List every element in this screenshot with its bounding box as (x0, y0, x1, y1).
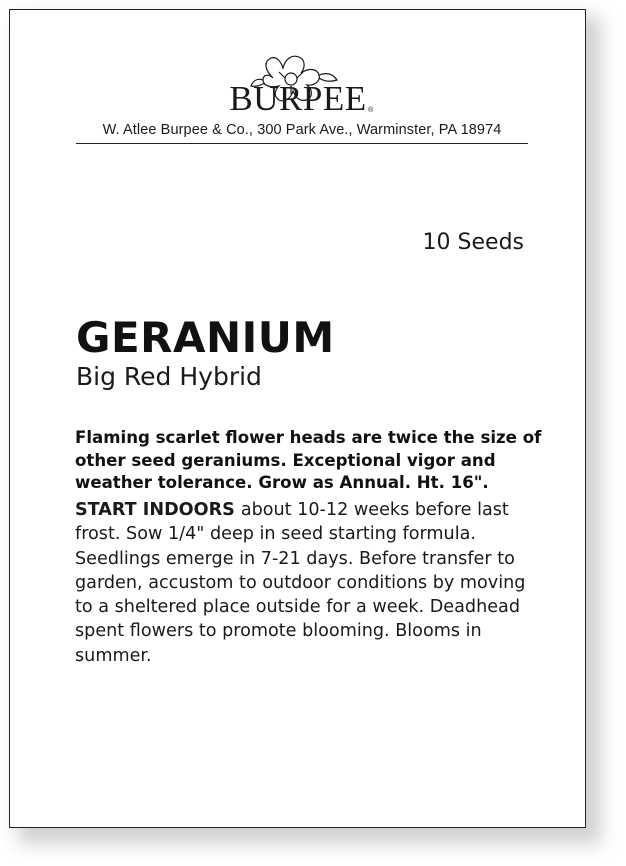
burpee-logo (10, 48, 585, 118)
header-divider (76, 143, 528, 144)
instructions-lead: START INDOORS (75, 500, 235, 520)
seed-packet (9, 9, 586, 828)
company-address: W. Atlee Burpee & Co., 300 Park Ave., Warminster, PA 18974 (102, 122, 502, 138)
plant-name: GERANIUM (76, 313, 335, 362)
growing-instructions (75, 498, 545, 668)
instructions-body: about 10-12 weeks before last frost. Sow 1/4" deep in seed starting formula. Seedlings emerge in 7-21 days. Before transfer to garden, accustom to outdoor conditions by moving to a sheltered place outside for a week. Deadhead spent flowers to promote blooming. Blooms in summer. (75, 500, 526, 666)
svg-text:BURPEE: BURPEE (228, 79, 367, 118)
svg-text:®: ® (367, 107, 373, 114)
plant-description: Flaming scarlet flower heads are twice the size of other seed geraniums. Exceptional vigor and weather tolerance. Grow as Annual. Ht. 16". (75, 428, 542, 492)
variety-name: Big Red Hybrid (76, 362, 262, 391)
seed-count: 10 Seeds (422, 230, 524, 255)
